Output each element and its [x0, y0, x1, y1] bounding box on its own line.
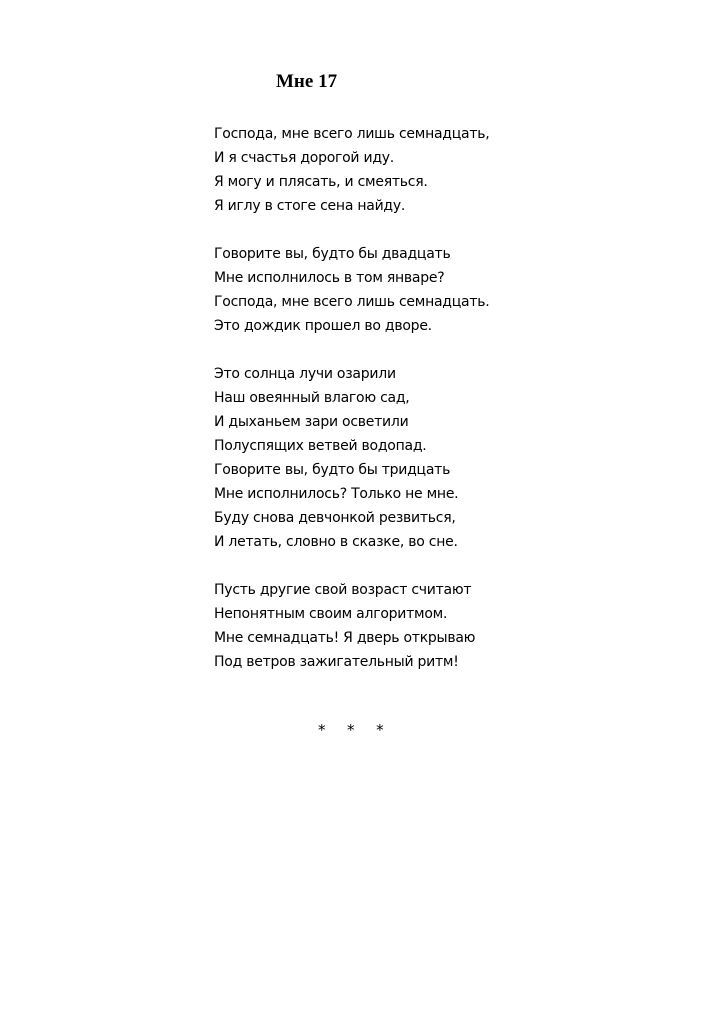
stanza-2 — [214, 242, 489, 338]
poem-line: И я счастья дорогой иду. — [214, 150, 394, 166]
poem-line: Я иглу в стоге сена найду. — [214, 198, 406, 214]
poem-line: Наш овеянный влагою сад, — [214, 390, 410, 406]
poem-line: Пусть другие свой возраст считают — [214, 582, 472, 598]
poem-line: Мне исполнилось? Только не мне. — [214, 486, 459, 502]
poem-line: Мне семнадцать! Я дверь открываю — [214, 630, 476, 646]
poem-line: Говорите вы, будто бы двадцать — [214, 246, 451, 262]
section-separator-asterisks: * * * — [318, 721, 384, 739]
poem-line: И дыханьем зари осветили — [214, 414, 409, 430]
poem-line: Буду снова девчонкой резвиться, — [214, 510, 456, 526]
poem-line: Говорите вы, будто бы тридцать — [214, 462, 451, 478]
poem-line: Я могу и плясать, и смеяться. — [214, 174, 428, 190]
poem-line: Господа, мне всего лишь семнадцать. — [214, 294, 490, 310]
poem-title: Мне 17 — [276, 71, 338, 92]
poem-line: Мне исполнилось в том январе? — [214, 270, 445, 286]
stanza-1 — [214, 122, 489, 218]
poem-line: Это дождик прошел во дворе. — [214, 318, 432, 334]
poem-line: Это солнца лучи озарили — [214, 366, 396, 382]
poem-line: И летать, словно в сказке, во сне. — [214, 534, 458, 550]
poem-line: Под ветров зажигательный ритм! — [214, 654, 459, 670]
poem-line: Полуспящих ветвей водопад. — [214, 438, 427, 454]
stanza-3 — [214, 362, 489, 554]
poem-line: Господа, мне всего лишь семнадцать, — [214, 126, 490, 142]
poem-body — [214, 122, 489, 698]
poem-line: Непонятным своим алгоритмом. — [214, 606, 448, 622]
stanza-4 — [214, 578, 489, 674]
